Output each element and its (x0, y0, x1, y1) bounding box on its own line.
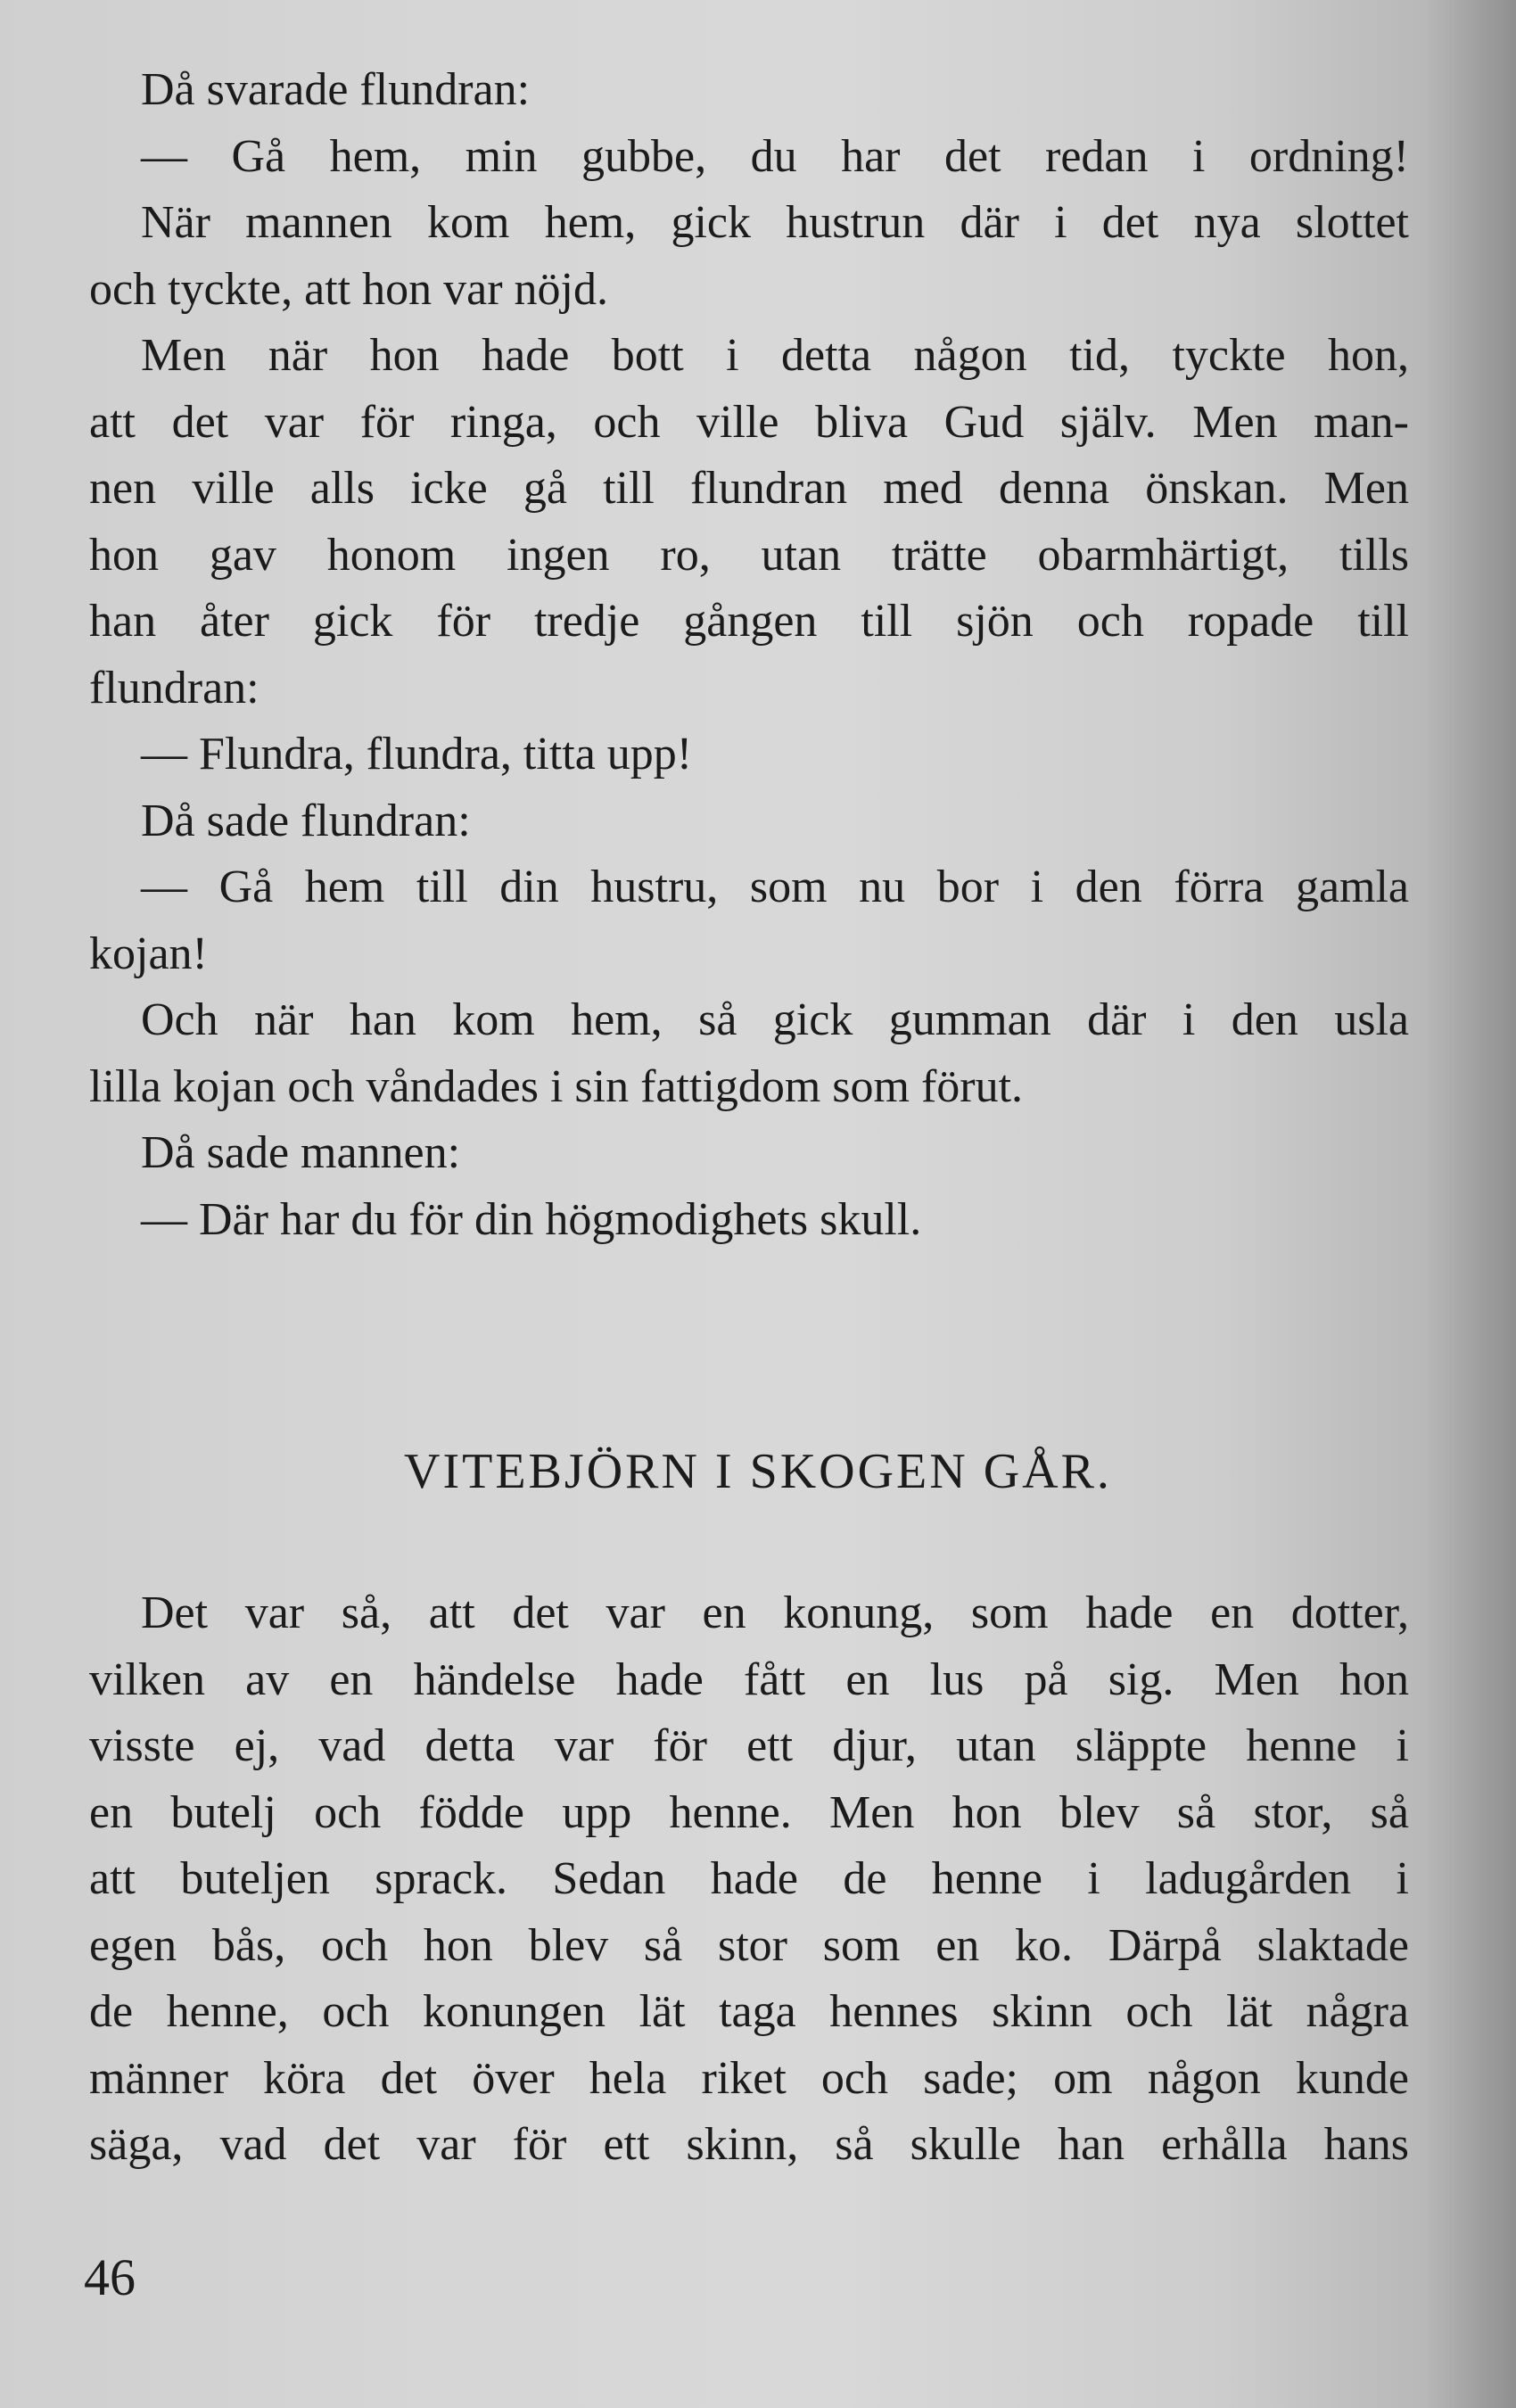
text-line: vilken av en händelse hade fått en lus på sig. Men hon (89, 1653, 1409, 1705)
text-line: han åter gick för tredje gången till sjön och ropade till (89, 596, 1409, 647)
story-ending-text (89, 57, 1409, 1253)
text-line: visste ej, vad detta var för ett djur, utan släppte henne i (89, 1720, 1409, 1771)
text-line: — Gå hem, min gubbe, du har det redan i ordning! (141, 130, 1409, 182)
text-line: att buteljen sprack. Sedan hade de henne i ladugården i (89, 1853, 1409, 1904)
text-line: Det var så, att det var en konung, som hade en dotter, (141, 1587, 1409, 1638)
text-line: egen bås, och hon blev så stor som en ko. Därpå slaktade (89, 1919, 1409, 1971)
text-line: de henne, och konungen lät taga hennes skinn och lät några (89, 1986, 1409, 2037)
text-line: kojan! (89, 928, 208, 979)
chapter-heading: VITEBJÖRN I SKOGEN GÅR. (404, 1444, 1112, 1499)
text-line: lilla kojan och våndades i sin fattigdom som förut. (89, 1060, 1024, 1112)
text-line: att det var för ringa, och ville bliva Gud själv. Men man- (89, 396, 1409, 448)
text-line: — Flundra, flundra, titta upp! (141, 729, 693, 779)
text-line: Då sade mannen: (141, 1127, 461, 1178)
text-line: nen ville alls icke gå till flundran med denna önskan. Men (89, 463, 1409, 514)
text-line: Då sade flundran: (141, 795, 471, 846)
page-number: 46 (84, 2248, 136, 2306)
new-story-text (89, 1580, 1409, 2179)
text-line: männer köra det över hela riket och sade; om någon kunde (89, 2052, 1409, 2104)
text-line: flundran: (89, 662, 260, 713)
text-line: Men när hon hade bott i detta någon tid, tyckte hon, (141, 330, 1409, 381)
text-line: Då svarade flundran: (141, 64, 531, 115)
text-line: — Gå hem till din hustru, som nu bor i den förra gamla (141, 862, 1409, 912)
text-line: en butelj och födde upp henne. Men hon blev så stor, så (89, 1786, 1409, 1838)
text-line: När mannen kom hem, gick hustrun där i det nya slottet (141, 197, 1409, 248)
text-line: och tyckte, att hon var nöjd. (89, 263, 608, 315)
text-line: Och när han kom hem, så gick gumman där i den usla (141, 994, 1409, 1045)
text-line: säga, vad det var för ett skinn, så skulle han erhålla hans (89, 2119, 1409, 2170)
text-line: — Där har du för din högmodighets skull. (141, 1193, 922, 1245)
text-line: hon gav honom ingen ro, utan trätte obarmhärtigt, tills (89, 529, 1409, 581)
